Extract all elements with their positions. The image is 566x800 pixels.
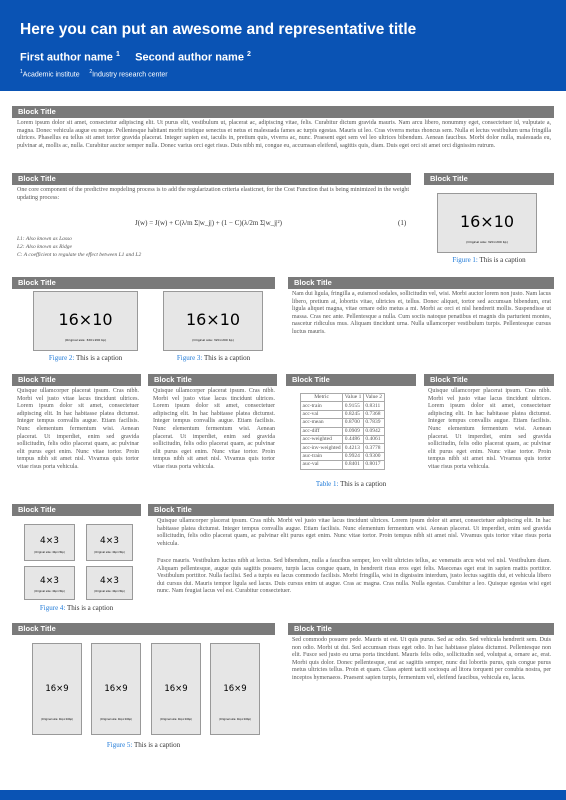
def-c: C: A coefficient to regulate the effect between L1 and L2 xyxy=(17,252,142,258)
affil-1-sup: 1 xyxy=(20,69,23,75)
figure-4b-original-size: (Original size: 4bp×3bp) xyxy=(94,551,125,554)
table-cell: 0.0942 xyxy=(363,427,384,435)
intro-text: Lorem ipsum dolor sit amet, consectetur adipiscing elit. Ut purus elit, vestibulum ut, placerat ac, adipiscing vitae, felis. Curabitur dictum gravida mauris. Nam arcu libero, nonummy eget, consectetuer id, vulputate a, magna. Donec vehicula augue eu neque. Pellentesque habitant morbi tristique senectus et netus et malesuada fames ac turpis egestas. Mauris ut leo. Cras viverra metus rhoncus sem. Nulla et lectus vestibulum urna fringilla ultrices. Phasellus eu tellus sit amet tortor gravida placerat. Integer sapien est, iaculis in, pretium quis, viverra ac, nunc. Praesent eget sem vel leo ultrices bibendum. Aenean faucibus. Morbi dolor nulla, malesuada eu, pulvinar at, mollis ac, nulla. Curabitur auctor semper nulla. Donec varius orci eget risus. Duis nibh mi, congue eu, accumsan eleifend, sagittis quis, diam. Duis eget orci sit amet orci dignissim rutrum. xyxy=(17,120,551,149)
figure-2-size-label: 16×10 xyxy=(58,310,113,329)
column-1-text: Quisque ullamcorper placerat ipsum. Cras nibh. Morbi vel justo vitae lacus tincidunt ultrices. Lorem ipsum dolor sit amet, consectetuer adipiscing elit. In hac habitasse platea dictumst. Integer tempus convallis augue. Etiam facilisis. Nunc elementum fermentum wisi. Aenean placerat. Ut imperdiet, enim sed gravida sollicitudin, felis odio placerat quam, ac pulvinar elit purus eget enim. Nunc vitae tortor. Proin tempus nibh sit amet nisl. Vivamus quis tortor vitae risus porta vehicula. xyxy=(17,388,139,470)
caption-label: Figure 3: xyxy=(176,354,203,362)
table-cell: 0.0909 xyxy=(343,427,364,435)
table-header: Value 1 xyxy=(344,394,362,401)
figure-3-original-size: (Original size: 320×200 bp) xyxy=(192,338,234,342)
table-row xyxy=(301,402,385,410)
table-header: Value 2 xyxy=(365,394,382,401)
table-cell: 0.8401 xyxy=(343,461,364,469)
caption-label: Figure 2: xyxy=(48,354,75,362)
wide-text-1: Quisque ullamcorper placerat ipsum. Cras nibh. Morbi vel justo vitae lacus tincidunt ultrices. Lorem ipsum dolor sit amet, consectetuer adipiscing elit. In hac habitasse platea dictumst. Integer tempus convallis augue. Etiam facilisis. Nunc elementum fermentum wisi. Aenean placerat. Ut imperdiet, enim sed gravida sollicitudin, felis odio placerat quam, ac pulvinar elit purus eget enim. Nunc vitae tortor. Proin tempus nibh sit amet nisl. Vivamus quis tortor vitae risus porta vehicula. xyxy=(157,518,551,547)
author-1: First author name xyxy=(20,51,113,64)
poster-footer xyxy=(0,790,566,800)
figure-3-caption xyxy=(145,354,282,362)
block-title: Block Title xyxy=(12,623,275,635)
caption-label: Figure 5: xyxy=(106,741,133,749)
figure-5d-size-label: 16×9 xyxy=(223,684,247,694)
affil-1: Academic institute xyxy=(22,71,80,79)
def-l2: L2: Also known as Ridge xyxy=(17,244,72,250)
figure-4c-original-size: (Original size: 4bp×3bp) xyxy=(34,590,65,593)
results-table xyxy=(300,393,385,470)
figure-4d-size-label: 4×3 xyxy=(100,576,119,586)
table-header: Metric xyxy=(301,394,343,402)
caption-text: This is a caption xyxy=(340,480,387,488)
figure-4c-placeholder xyxy=(24,566,75,600)
table-1-caption xyxy=(286,480,416,488)
block-title: Block Title xyxy=(12,277,275,289)
def-l1: L1: Also known as Lasso xyxy=(17,236,72,242)
figure-1-caption xyxy=(424,256,554,264)
caption-text: This is a caption xyxy=(134,741,181,749)
figure-5c-size-label: 16×9 xyxy=(164,684,188,694)
equation: J(w) = J(w) + C(λ/m Σ|w_j|) + (1 − C)(λ/2m Σ|w_j|²) xyxy=(135,219,282,227)
caption-text: This is a caption xyxy=(204,354,251,362)
table-cell: 0.4213 xyxy=(343,444,364,452)
table-cell: 0.9300 xyxy=(363,452,384,460)
affiliations xyxy=(20,69,168,78)
table-row xyxy=(301,452,385,460)
figure-4a-size-label: 4×3 xyxy=(40,536,59,546)
figure-5c-placeholder xyxy=(151,643,201,735)
table-cell: 0.8245 xyxy=(343,410,364,418)
figure-4d-placeholder xyxy=(86,566,133,600)
figure-5b-size-label: 16×9 xyxy=(104,684,128,694)
author-2-affil: 2 xyxy=(247,51,251,58)
wide-text-2: Fusce mauris. Vestibulum luctus nibh at lectus. Sed bibendum, nulla a faucibus semper, leo velit ultricies tellus, ac venenatis arcu wisi vel nisl. Vestibulum diam. Aliquam pellentesque, augue quis sagittis posuere, turpis lacus congue quam, in hendrerit risus eros eget felis. Maecenas eget erat in sapien mattis porttitor. Vestibulum porttitor. Nulla facilisi. Sed a turpis eu lacus commodo facilisis. Morbi fringilla, wisi in dignissim interdum, justo lectus sagittis dui, et vehicula libero dui cursus dui. Mauris tempor ligula sed lacus. Duis cursus enim ut augue. Cras ac magna. Cras nulla. Nulla egestas. Curabitur a leo. Quisque egestas wisi eget nunc. Nam feugiat lacus vel est. Curabitur consectetuer. xyxy=(157,558,551,595)
table-row xyxy=(301,427,385,435)
table-cell: 0.7839 xyxy=(363,419,384,427)
block-title: Block Title xyxy=(286,374,416,386)
table-cell: 0.8700 xyxy=(343,419,364,427)
affil-2: Industry research center xyxy=(92,71,168,79)
figure-2-caption xyxy=(17,354,154,362)
table-cell: auc-train xyxy=(301,452,343,460)
block-title: Block Title xyxy=(288,277,554,289)
figure-4b-placeholder xyxy=(86,524,133,561)
column-4-text: Quisque ullamcorper placerat ipsum. Cras nibh. Morbi vel justo vitae lacus tincidunt ultrices. Lorem ipsum dolor sit amet, consectetuer adipiscing elit. In hac habitasse platea dictumst. Integer tempus convallis augue. Etiam facilisis. Nunc elementum fermentum wisi. Aenean placerat. Ut imperdiet, enim sed gravida sollicitudin, felis odio placerat quam, ac pulvinar elit purus eget enim. Nunc vitae tortor. Proin tempus nibh sit amet nisl. Vivamus quis tortor vitae risus porta vehicula. xyxy=(428,388,551,470)
table-cell: 0.4486 xyxy=(343,435,364,443)
figure-5b-original-size: (Original size: 4bp×16bp) xyxy=(99,718,133,721)
figure-2-placeholder xyxy=(33,291,138,351)
table-row xyxy=(301,419,385,427)
caption-text: This is a caption xyxy=(76,354,123,362)
figure-5c-original-size: (Original size: 4bp×16bp) xyxy=(159,718,193,721)
block-title: Block Title xyxy=(12,173,411,185)
table-cell: 0.9155 xyxy=(343,402,364,410)
table-cell: acc-inv-weighted xyxy=(302,444,341,451)
author-list xyxy=(20,51,251,64)
poster-header xyxy=(0,0,566,91)
table-cell: acc-mean xyxy=(301,419,343,427)
caption-label: Table 1: xyxy=(315,480,339,488)
table-cell: acc-weighted xyxy=(301,435,343,443)
caption-text: This is a caption xyxy=(67,604,114,612)
figure-5a-size-label: 16×9 xyxy=(45,684,69,694)
figure-2-original-size: (Original size: 320×200 bp) xyxy=(64,338,107,342)
table-cell: 0.4061 xyxy=(363,435,384,443)
figure-1-original-size: (Original size: 320×200 bp) xyxy=(466,240,508,244)
column-2-text: Quisque ullamcorper placerat ipsum. Cras nibh. Morbi vel justo vitae lacus tincidunt ultrices. Lorem ipsum dolor sit amet, consectetuer adipiscing elit. In hac habitasse platea dictumst. Integer tempus convallis augue. Etiam facilisis. Nunc elementum fermentum wisi. Aenean placerat. Ut imperdiet, enim sed gravida sollicitudin, felis odio placerat quam, ac pulvinar elit purus eget enim. Nunc vitae tortor. Proin tempus nibh sit amet nisl. Vivamus quis tortor vitae risus porta vehicula. xyxy=(153,388,275,470)
last-paragraph: Sed commodo posuere pede. Mauris ut est. Ut quis purus. Sed ac odio. Sed vehicula hendrerit sem. Duis non odio. Morbi ut dui. Sed accumsan risus eget odio. In hac habitasse platea dictumst. Pellentesque non elit. Fusce sed justo eu urna porta tincidunt. Mauris felis odio, sollicitudin sed, volutpat a, ornare ac, erat. Morbi quis dolor. Donec pellentesque, erat ac sagittis semper, nunc dui lobortis purus, quis congue purus metus ultricies tellus. Proin et quam. Class aptent taciti sociosqu ad litora torquent per conubia nostra, per inceptos hymenaeos. Praesent sapien turpis, fermentum vel, eleifend faucibus, vehicula eu, lacus. xyxy=(292,637,551,681)
affil-2-sup: 2 xyxy=(89,69,93,75)
table-row xyxy=(301,461,385,469)
table-cell: 0.8311 xyxy=(363,402,384,410)
figure-5a-original-size: (Original size: 4bp×16bp) xyxy=(40,718,74,721)
poster-title: Here you can put an awesome and representative title xyxy=(20,21,417,38)
figure-5d-original-size: (Original size: 4bp×16bp) xyxy=(218,718,252,721)
figure-5-caption xyxy=(12,741,275,749)
table-row xyxy=(301,410,385,418)
figure-4a-placeholder xyxy=(24,524,75,561)
author-1-affil: 1 xyxy=(115,51,120,58)
figure-4d-original-size: (Original size: 4bp×3bp) xyxy=(94,590,125,593)
block-title: Block Title xyxy=(424,374,554,386)
block-title: Block Title xyxy=(288,623,554,635)
figure-4-caption xyxy=(12,604,141,612)
figure-1-size-label: 16×10 xyxy=(459,212,515,231)
figure-3-placeholder xyxy=(163,291,263,351)
block-title: Block Title xyxy=(12,106,554,118)
figure-4c-size-label: 4×3 xyxy=(40,576,59,586)
table-cell: acc-train xyxy=(301,402,343,410)
block-title: Block Title xyxy=(12,504,141,516)
regularization-text: One core component of the predictive mopdeling process is to add the regularization criteria elasticnet, for the Cost Function that is being minimized in the weight updating process: xyxy=(17,187,409,201)
table-cell: 0.3778 xyxy=(363,444,384,452)
figure-5d-placeholder xyxy=(210,643,260,735)
block-title: Block Title xyxy=(12,374,141,386)
caption-text: This is a caption xyxy=(479,256,526,264)
equation-number: (1) xyxy=(398,219,407,227)
figure-1-placeholder xyxy=(437,193,537,253)
block-title: Block Title xyxy=(148,504,554,516)
caption-label: Figure 1: xyxy=(452,256,478,264)
figure-4b-size-label: 4×3 xyxy=(100,536,119,546)
right-paragraph: Nam dui ligula, fringilla a, euismod sodales, sollicitudin vel, wisi. Morbi auctor lorem non justo. Nam lacus libero, pretium at, lobortis vitae, ultricies et, tellus. Donec aliquet, tortor sed accumsan bibendum, erat ligula aliquet magna, vitae ornare odio metus a mi. Morbi ac orci et nisl hendrerit mollis. Suspendisse ut massa. Cras nec ante. Pellentesque a nulla. Cum sociis natoque penatibus et magnis dis parturient montes, nascetur ridiculus mus. Aliquam tincidunt urna. Nulla ullamcorper vestibulum turpis. Pellentesque cursus luctus mauris. xyxy=(292,291,551,335)
author-2: Second author name xyxy=(135,51,244,64)
table-cell: acc-val xyxy=(301,410,343,418)
definitions xyxy=(17,235,407,259)
table-cell: auc-val xyxy=(301,461,343,469)
table-header-row xyxy=(301,394,385,402)
caption-label: Figure 4: xyxy=(39,604,66,612)
figure-5b-placeholder xyxy=(91,643,141,735)
table-row xyxy=(301,435,385,443)
figure-5a-placeholder xyxy=(32,643,82,735)
table-cell: acc-diff xyxy=(301,427,343,435)
block-title: Block Title xyxy=(148,374,277,386)
figure-3-size-label: 16×10 xyxy=(185,310,241,329)
table-cell: 0.7368 xyxy=(363,410,384,418)
table-row xyxy=(301,444,385,452)
figure-4a-original-size: (Original size: 4bp×3bp) xyxy=(34,551,65,554)
table-cell: 0.8017 xyxy=(363,461,384,469)
block-title: Block Title xyxy=(424,173,554,185)
table-cell: 0.9924 xyxy=(343,452,364,460)
